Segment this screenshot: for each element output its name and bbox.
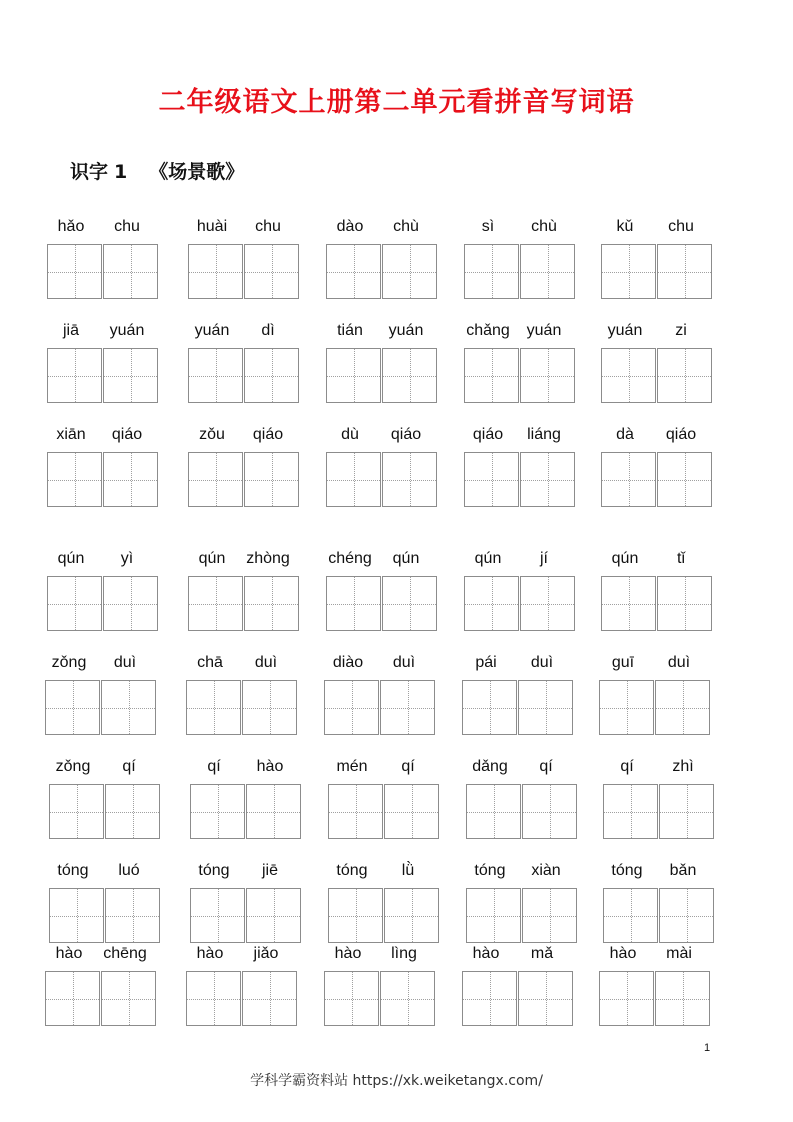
tianzige-cell — [518, 971, 573, 1026]
pinyin-first: jiā — [62, 322, 80, 339]
tianzige-cell — [188, 348, 243, 403]
tianzige-box-pair — [47, 348, 159, 404]
tianzige-cell — [190, 784, 245, 839]
tianzige-box-pair — [466, 888, 578, 944]
pinyin-second: duì — [113, 654, 137, 671]
tianzige-cell — [380, 971, 435, 1026]
pinyin-first: yuán — [607, 322, 643, 339]
tianzige-cell — [520, 452, 575, 507]
pinyin-first: guī — [611, 654, 635, 671]
tianzige-cell — [464, 244, 519, 299]
tianzige-cell — [657, 348, 712, 403]
pinyin-first: hào — [472, 945, 500, 962]
tianzige-box-pair — [599, 680, 711, 736]
pinyin-first: dǎng — [472, 758, 508, 775]
pinyin-first: dù — [341, 426, 359, 443]
tianzige-cell — [464, 452, 519, 507]
tianzige-cell — [384, 784, 439, 839]
tianzige-cell — [659, 784, 714, 839]
tianzige-cell — [244, 244, 299, 299]
pinyin-second: qiáo — [390, 426, 422, 443]
pinyin-first: tián — [337, 322, 363, 339]
tianzige-box-pair — [49, 888, 161, 944]
pinyin-second: zhì — [672, 758, 694, 775]
tianzige-cell — [657, 452, 712, 507]
pinyin-second: qiáo — [111, 426, 143, 443]
pinyin-second: qiáo — [252, 426, 284, 443]
tianzige-cell — [103, 244, 158, 299]
tianzige-cell — [603, 888, 658, 943]
tianzige-box-pair — [601, 348, 713, 404]
pinyin-second: jiǎo — [253, 945, 279, 962]
tianzige-cell — [244, 452, 299, 507]
tianzige-box-pair — [49, 784, 161, 840]
tianzige-cell — [466, 784, 521, 839]
tianzige-cell — [518, 680, 573, 735]
tianzige-cell — [328, 784, 383, 839]
pinyin-second: duì — [392, 654, 416, 671]
tianzige-box-pair — [601, 244, 713, 300]
tianzige-box-pair — [601, 452, 713, 508]
tianzige-cell — [186, 971, 241, 1026]
tianzige-cell — [657, 576, 712, 631]
pinyin-first: qún — [611, 550, 639, 567]
pinyin-second: chù — [393, 218, 419, 235]
page-number: 1 — [704, 1042, 711, 1054]
pinyin-first: dào — [336, 218, 364, 235]
tianzige-box-pair — [464, 348, 576, 404]
tianzige-cell — [462, 680, 517, 735]
tianzige-box-pair — [464, 244, 576, 300]
lesson-title: 《场景歌》 — [149, 161, 245, 183]
tianzige-cell — [382, 244, 437, 299]
tianzige-box-pair — [47, 244, 159, 300]
tianzige-box-pair — [324, 680, 436, 736]
pinyin-second: duì — [254, 654, 278, 671]
section-heading — [70, 157, 244, 184]
tianzige-cell — [103, 348, 158, 403]
tianzige-box-pair — [47, 576, 159, 632]
tianzige-cell — [522, 888, 577, 943]
tianzige-cell — [244, 348, 299, 403]
pinyin-second: hào — [256, 758, 284, 775]
page-title: 二年级语文上册第二单元看拼音写词语 — [158, 87, 635, 118]
pinyin-second: qí — [539, 758, 553, 775]
tianzige-box-pair — [328, 888, 440, 944]
tianzige-cell — [657, 244, 712, 299]
pinyin-first: diào — [332, 654, 364, 671]
tianzige-cell — [384, 888, 439, 943]
tianzige-box-pair — [47, 452, 159, 508]
pinyin-first: zǒu — [199, 426, 225, 443]
tianzige-cell — [655, 971, 710, 1026]
pinyin-second: tǐ — [677, 550, 685, 567]
pinyin-second: jiē — [261, 862, 279, 879]
tianzige-cell — [49, 888, 104, 943]
tianzige-cell — [599, 680, 654, 735]
tianzige-cell — [601, 576, 656, 631]
tianzige-cell — [655, 680, 710, 735]
tianzige-box-pair — [601, 576, 713, 632]
pinyin-second: chu — [255, 218, 281, 235]
tianzige-cell — [328, 888, 383, 943]
tianzige-box-pair — [188, 244, 300, 300]
tianzige-cell — [324, 680, 379, 735]
pinyin-first: zǒng — [55, 758, 91, 775]
tianzige-cell — [326, 576, 381, 631]
tianzige-cell — [49, 784, 104, 839]
tianzige-box-pair — [188, 452, 300, 508]
tianzige-cell — [47, 452, 102, 507]
tianzige-cell — [462, 971, 517, 1026]
pinyin-second: chu — [114, 218, 140, 235]
pinyin-second: chù — [531, 218, 557, 235]
tianzige-box-pair — [328, 784, 440, 840]
tianzige-cell — [520, 576, 575, 631]
tianzige-box-pair — [45, 680, 157, 736]
tianzige-box-pair — [188, 576, 300, 632]
tianzige-box-pair — [462, 680, 574, 736]
pinyin-first: tóng — [198, 862, 230, 879]
pinyin-first: yuán — [194, 322, 230, 339]
pinyin-first: hǎo — [57, 218, 85, 235]
tianzige-box-pair — [190, 784, 302, 840]
tianzige-cell — [103, 452, 158, 507]
pinyin-first: hào — [609, 945, 637, 962]
footer-source: 学科学霸资料站 https://xk.weiketangx.com/ — [250, 1073, 543, 1089]
tianzige-cell — [244, 576, 299, 631]
pinyin-first: qiáo — [472, 426, 504, 443]
tianzige-cell — [47, 244, 102, 299]
tianzige-cell — [599, 971, 654, 1026]
pinyin-second: jí — [540, 550, 548, 567]
pinyin-second: zhòng — [246, 550, 290, 567]
tianzige-cell — [45, 971, 100, 1026]
tianzige-cell — [188, 244, 243, 299]
tianzige-cell — [103, 576, 158, 631]
pinyin-first: qún — [57, 550, 85, 567]
tianzige-box-pair — [324, 971, 436, 1027]
tianzige-cell — [464, 576, 519, 631]
pinyin-second: qún — [392, 550, 420, 567]
tianzige-box-pair — [599, 971, 711, 1027]
pinyin-first: kǔ — [616, 218, 634, 235]
tianzige-box-pair — [326, 576, 438, 632]
tianzige-box-pair — [186, 680, 298, 736]
tianzige-box-pair — [326, 244, 438, 300]
pinyin-second: yì — [120, 550, 134, 567]
tianzige-box-pair — [186, 971, 298, 1027]
pinyin-second: chēng — [103, 945, 147, 962]
pinyin-second: lǜ — [401, 862, 415, 879]
pinyin-first: xiān — [56, 426, 86, 443]
pinyin-first: chéng — [328, 550, 372, 567]
tianzige-cell — [603, 784, 658, 839]
tianzige-cell — [601, 348, 656, 403]
tianzige-cell — [101, 680, 156, 735]
tianzige-cell — [101, 971, 156, 1026]
pinyin-second: bǎn — [669, 862, 697, 879]
tianzige-cell — [466, 888, 521, 943]
tianzige-box-pair — [603, 888, 715, 944]
pinyin-second: dì — [261, 322, 275, 339]
tianzige-box-pair — [603, 784, 715, 840]
tianzige-cell — [659, 888, 714, 943]
pinyin-second: liáng — [527, 426, 561, 443]
pinyin-second: yuán — [388, 322, 424, 339]
tianzige-cell — [190, 888, 245, 943]
pinyin-first: chā — [197, 654, 223, 671]
tianzige-cell — [464, 348, 519, 403]
pinyin-first: qún — [198, 550, 226, 567]
tianzige-box-pair — [326, 348, 438, 404]
pinyin-first: huài — [196, 218, 228, 235]
tianzige-cell — [326, 244, 381, 299]
tianzige-cell — [246, 888, 301, 943]
tianzige-cell — [382, 348, 437, 403]
tianzige-cell — [105, 784, 160, 839]
pinyin-second: luó — [118, 862, 140, 879]
pinyin-second: duì — [530, 654, 554, 671]
pinyin-first: hào — [334, 945, 362, 962]
tianzige-cell — [246, 784, 301, 839]
tianzige-box-pair — [326, 452, 438, 508]
tianzige-cell — [520, 244, 575, 299]
pinyin-first: qí — [620, 758, 634, 775]
tianzige-box-pair — [464, 576, 576, 632]
pinyin-first: mén — [336, 758, 368, 775]
pinyin-second: qí — [401, 758, 415, 775]
tianzige-cell — [601, 452, 656, 507]
pinyin-second: duì — [667, 654, 691, 671]
tianzige-box-pair — [188, 348, 300, 404]
tianzige-cell — [382, 452, 437, 507]
tianzige-cell — [601, 244, 656, 299]
section-label: 识字 — [70, 161, 109, 183]
tianzige-cell — [520, 348, 575, 403]
pinyin-first: tóng — [611, 862, 643, 879]
pinyin-first: chǎng — [466, 322, 510, 339]
tianzige-cell — [522, 784, 577, 839]
pinyin-first: dà — [616, 426, 634, 443]
pinyin-second: qí — [122, 758, 136, 775]
tianzige-cell — [380, 680, 435, 735]
tianzige-cell — [324, 971, 379, 1026]
tianzige-cell — [186, 680, 241, 735]
pinyin-first: zǒng — [51, 654, 87, 671]
tianzige-cell — [382, 576, 437, 631]
pinyin-first: pái — [475, 654, 497, 671]
tianzige-box-pair — [466, 784, 578, 840]
tianzige-box-pair — [462, 971, 574, 1027]
tianzige-cell — [188, 576, 243, 631]
pinyin-second: lìng — [391, 945, 417, 962]
tianzige-cell — [242, 971, 297, 1026]
pinyin-first: hào — [196, 945, 224, 962]
pinyin-first: hào — [55, 945, 83, 962]
tianzige-box-pair — [464, 452, 576, 508]
tianzige-cell — [47, 348, 102, 403]
tianzige-cell — [242, 680, 297, 735]
tianzige-cell — [45, 680, 100, 735]
pinyin-second: zi — [675, 322, 687, 339]
pinyin-first: qún — [474, 550, 502, 567]
pinyin-second: mài — [666, 945, 692, 962]
pinyin-second: xiàn — [531, 862, 561, 879]
tianzige-cell — [105, 888, 160, 943]
pinyin-first: tóng — [474, 862, 506, 879]
tianzige-cell — [188, 452, 243, 507]
tianzige-cell — [47, 576, 102, 631]
pinyin-first: tóng — [57, 862, 89, 879]
pinyin-second: chu — [668, 218, 694, 235]
pinyin-first: qí — [207, 758, 221, 775]
section-number: 1 — [114, 161, 128, 183]
pinyin-second: mǎ — [530, 945, 554, 962]
pinyin-first: sì — [481, 218, 495, 235]
tianzige-box-pair — [45, 971, 157, 1027]
tianzige-cell — [326, 348, 381, 403]
pinyin-second: yuán — [109, 322, 145, 339]
pinyin-second: yuán — [526, 322, 562, 339]
tianzige-box-pair — [190, 888, 302, 944]
pinyin-second: qiáo — [665, 426, 697, 443]
pinyin-first: tóng — [336, 862, 368, 879]
tianzige-cell — [326, 452, 381, 507]
